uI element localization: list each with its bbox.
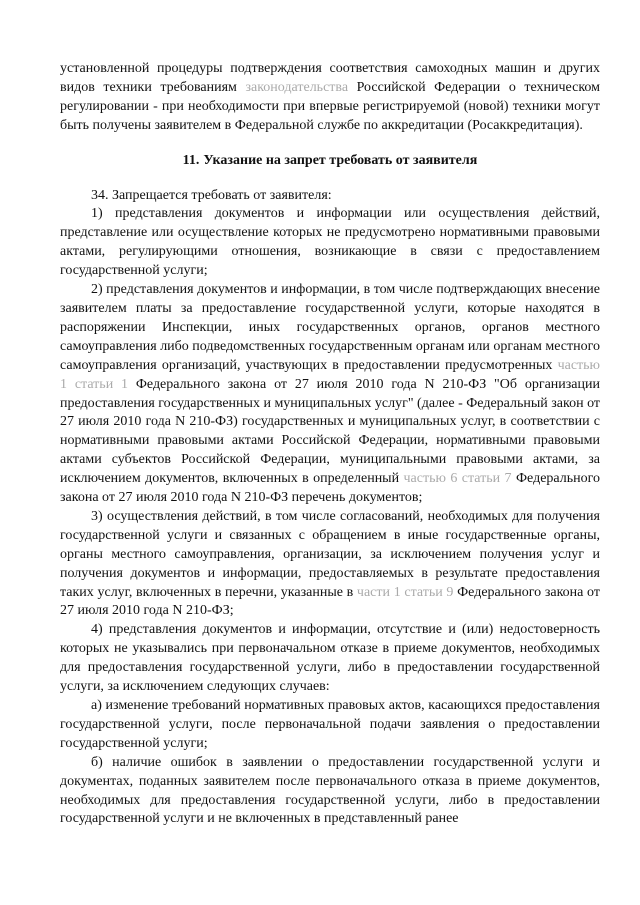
item2-text-2: Федерального закона от 27 июля 2010 года N 210-ФЗ "Об организации предоставления государственных и муниципальных услуг" (далее - Федеральный закон от 27 июля 2010 года N 210-ФЗ) государственных и муниципальных услуг, в соответствии с нормативными правовыми актами Российской Федерации, нормативными правовыми актами субъектов Российской Федерации, муниципальными правовыми актами, за исключением документов, включенных в определенный — [60, 376, 601, 487]
list-item-1: 1) представления документов и информации или осуществления действий, представление или осуществление которых не предусмотрено нормативными правовыми актами, регулирующими отношения, возникающие в связи с предоставлением государственной услуги; — [60, 206, 600, 279]
list-item-2 — [60, 281, 600, 508]
intro-paragraph — [60, 60, 600, 136]
section-title: Указание на запрет требовать от заявителя — [203, 152, 478, 168]
section-number: 11. — [182, 152, 200, 168]
intro-text-2: Российской Федерации о техническом регулировании - при необходимости при впервые регистрируемой (новой) техники могут быть получены заявителем в Федеральной службе по аккредитации (Росаккредитация). — [60, 79, 600, 133]
section-heading — [60, 152, 600, 171]
list-item-3 — [60, 508, 600, 621]
law-article-7-link[interactable]: частью 6 статьи 7 — [403, 471, 512, 487]
item3-text-2: Федерального закона от 27 июля 2010 года N 210-ФЗ; — [60, 584, 600, 619]
item3-text-1: 3) осуществления действий, в том числе согласований, необходимых для получения государственной услуги и связанных с обращением в иные государственные органы, органы местного самоуправления, организации, за исключением получения услуг и получения документов и информации, предоставляемых в результате предоставления таких услуг, включенных в перечни, указанные в — [60, 508, 600, 600]
list-item-4: 4) представления документов и информации, отсутствие и (или) недостоверность которых не указывались при первоначальном отказе в приеме документов, необходимых для предоставления государственной услуги, либо в предоставлении государственной услуги, за исключением следующих случаев: — [60, 622, 600, 695]
document-page — [60, 60, 600, 829]
item2-text-1: 2) представления документов и информации, в том числе подтверждающих внесение заявителем платы за предоставление государственной услуги, которые находятся в распоряжении Инспекции, иных государственных органов, органов местного самоуправления либо подведомственных государственным органам или органам местного самоуправления организаций, участвующих в предоставлении предусмотренных — [60, 282, 600, 373]
law-article-1-link[interactable]: частью 1 статьи 1 — [60, 357, 600, 392]
law-article-9-link[interactable]: части 1 статьи 9 — [356, 584, 454, 600]
list-item-4a: а) изменение требований нормативных правовых актов, касающихся предоставления государственной услуги, после первоначальной подачи заявления о предоставлении государственной услуги; — [60, 698, 600, 751]
paragraph-34: 34. Запрещается требовать от заявителя: — [91, 187, 332, 203]
item2-text-3: Федерального закона от 27 июля 2010 года N 210-ФЗ перечень документов; — [60, 471, 601, 506]
intro-text-1: установленной процедуры подтверждения соответствия самоходных машин и других видов техники требованиям — [60, 61, 600, 95]
legislation-link[interactable]: законодательства — [245, 79, 349, 95]
list-item-4b: б) наличие ошибок в заявлении о предоставлении государственной услуги и документах, поданных заявителем после первоначального отказа в приеме документов, необходимых для предоставления государственной услуги, либо в предоставлении государственной услуги и не включенных в представленный ранее — [60, 754, 600, 827]
